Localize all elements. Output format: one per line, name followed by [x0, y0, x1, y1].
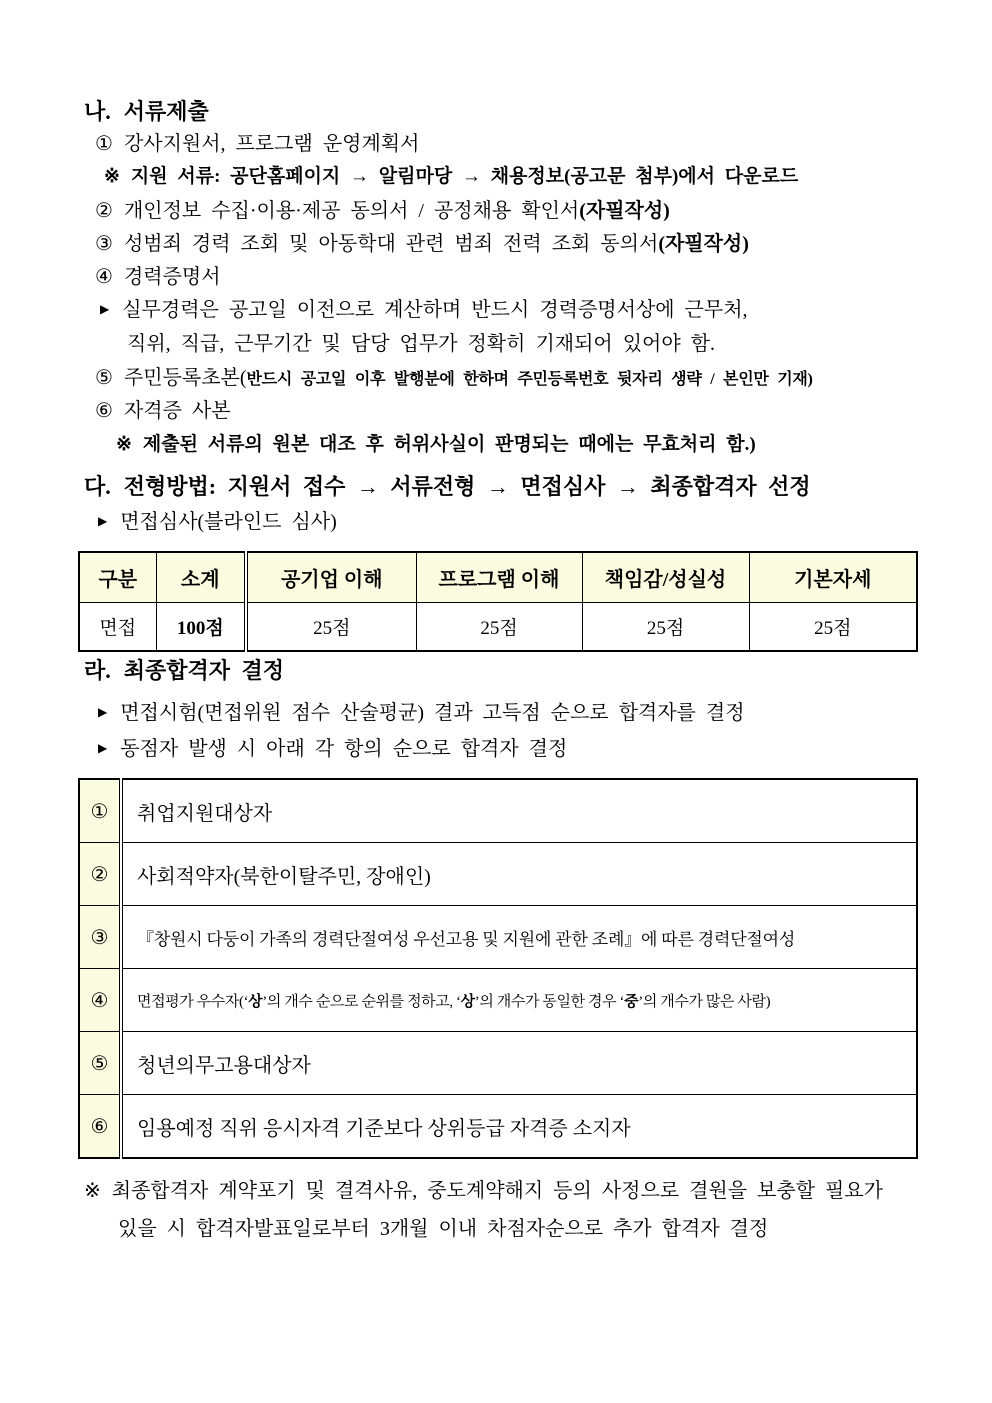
sub-bullet-career-text1: 실무경력은 공고일 이전으로 계산하며 반드시 경력증명서상에 근무처, — [122, 299, 748, 321]
list-item-5 — [95, 366, 813, 390]
list-item-4 — [95, 265, 221, 289]
bullet-interview-score — [98, 701, 745, 725]
list-item-5-bold: 반드시 공고일 이후 발행분에 한하며 주민등록번호 뒷자리 생략 / 본인만 기재) — [246, 371, 813, 388]
footer-note-text1: 최종합격자 계약포기 및 결격사유, 중도계약해지 등의 사정으로 결원을 보충할 필요가 — [111, 1180, 883, 1202]
footer-note-line1 — [84, 1179, 883, 1203]
priority-4-bold2: 상 — [460, 993, 475, 1010]
bullet-blind-review-text: 면접심사(블라인드 심사) — [120, 511, 337, 533]
triangle-bullet-icon: ▶ — [98, 514, 108, 528]
priority-row-6 — [79, 1095, 917, 1159]
cell-public-corp: 25점 — [246, 603, 416, 652]
list-item-3 — [95, 232, 749, 256]
cell-attitude: 25점 — [749, 603, 917, 652]
note-verification-text: 제출된 서류의 원본 대조 후 허위사실이 판명되는 때에는 무효처리 함.) — [142, 434, 756, 455]
circled-4-marker: ④ — [95, 266, 113, 288]
priority-4-number: ④ — [79, 969, 121, 1032]
cell-category: 면접 — [79, 603, 156, 652]
priority-4-seg4: ’의 개수가 많은 사람) — [638, 993, 771, 1010]
priority-5-number: ⑤ — [79, 1032, 121, 1095]
circled-6-marker: ⑥ — [95, 400, 113, 422]
sub-bullet-career-line1 — [100, 298, 748, 322]
priority-1-text: 취업지원대상자 — [121, 779, 917, 843]
priority-row-3 — [79, 906, 917, 969]
priority-4-seg2: ’의 개수 순으로 순위를 정하고, ‘ — [262, 993, 461, 1010]
footer-note-text2: 있을 시 합격자발표일로부터 3개월 이내 차점자순으로 추가 합격자 결정 — [118, 1218, 769, 1240]
section-da-number: 다. — [84, 474, 111, 499]
list-item-2-text: 개인정보 수집·이용·제공 동의서 / 공정채용 확인서 — [123, 200, 580, 222]
list-item-2 — [95, 199, 670, 223]
sub-bullet-career-text2: 직위, 직급, 근무기간 및 담당 업무가 정확히 기재되어 있어야 함. — [127, 333, 715, 355]
interview-score-table — [78, 551, 918, 652]
triangle-bullet-icon: ▶ — [98, 741, 108, 755]
priority-row-1 — [79, 779, 917, 843]
bullet-tiebreak-text: 동점자 발생 시 아래 각 항의 순으로 합격자 결정 — [120, 738, 568, 760]
priority-5-text: 청년의무고용대상자 — [121, 1032, 917, 1095]
cell-program: 25점 — [416, 603, 582, 652]
header-attitude: 기본자세 — [749, 552, 917, 603]
priority-6-number: ⑥ — [79, 1095, 121, 1159]
list-item-1-text: 강사지원서, 프로그램 운영계획서 — [123, 133, 420, 155]
header-program: 프로그램 이해 — [416, 552, 582, 603]
cell-responsibility: 25점 — [582, 603, 749, 652]
note-download — [104, 166, 798, 189]
priority-row-2 — [79, 843, 917, 906]
section-ra-number: 라. — [84, 658, 111, 683]
bullet-interview-score-text: 면접시험(면접위원 점수 산술평균) 결과 고득점 순으로 합격자를 결정 — [120, 702, 745, 724]
list-item-1 — [95, 132, 419, 156]
priority-4-bold1: 상 — [248, 993, 263, 1010]
priority-4-text — [121, 969, 917, 1032]
list-item-2-bold: (자필작성) — [579, 200, 670, 222]
priority-4-seg3: ’의 개수가 동일한 경우 ‘ — [474, 993, 625, 1010]
priority-row-4 — [79, 969, 917, 1032]
priority-6-text: 임용예정 직위 응시자격 기준보다 상위등급 자격증 소지자 — [121, 1095, 917, 1159]
reference-mark-icon: ※ — [84, 1180, 101, 1202]
list-item-4-text: 경력증명서 — [123, 266, 221, 288]
interview-table-data-row — [79, 603, 917, 652]
bullet-blind-review — [98, 510, 337, 534]
priority-4-bold3: 중 — [624, 993, 639, 1010]
priority-row-5 — [79, 1032, 917, 1095]
priority-2-number: ② — [79, 843, 121, 906]
tiebreak-priority-table — [78, 778, 918, 1159]
section-na-number: 나. — [84, 99, 111, 124]
reference-mark-icon: ※ — [104, 166, 120, 187]
circled-1-marker: ① — [95, 133, 113, 155]
section-ra-title: 최종합격자 결정 — [123, 658, 285, 683]
list-item-3-text: 성범죄 경력 조회 및 아동학대 관련 범죄 전력 조회 동의서 — [123, 233, 659, 255]
sub-bullet-career-line2 — [127, 332, 715, 356]
priority-4-seg1: 면접평가 우수자(‘ — [137, 993, 249, 1010]
section-da-heading — [84, 474, 811, 500]
header-category: 구분 — [79, 552, 156, 603]
section-ra-heading — [84, 658, 284, 684]
priority-3-text: 『창원시 다둥이 가족의 경력단절여성 우선고용 및 지원에 관한 조례』에 따른 경력단절여성 — [121, 906, 917, 969]
circled-3-marker: ③ — [95, 233, 113, 255]
footer-note-line2 — [118, 1217, 768, 1241]
priority-2-text: 사회적약자(북한이탈주민, 장애인) — [121, 843, 917, 906]
list-item-6-text: 자격증 사본 — [123, 400, 231, 422]
circled-2-marker: ② — [95, 200, 113, 222]
list-item-3-bold: (자필작성) — [658, 233, 749, 255]
list-item-6 — [95, 399, 231, 423]
triangle-bullet-icon: ▶ — [98, 705, 108, 719]
header-subtotal: 소계 — [156, 552, 246, 603]
header-public-corp: 공기업 이해 — [246, 552, 416, 603]
section-na-title: 서류제출 — [123, 99, 209, 124]
cell-subtotal: 100점 — [156, 603, 246, 652]
section-da-title: 전형방법: 지원서 접수 → 서류전형 → 면접심사 → 최종합격자 선정 — [123, 474, 811, 499]
bullet-tiebreak — [98, 737, 567, 761]
circled-5-marker: ⑤ — [95, 367, 113, 389]
note-download-text: 지원 서류: 공단홈페이지 → 알림마당 → 채용정보(공고문 첨부)에서 다운로드 — [130, 166, 799, 187]
triangle-bullet-icon: ▶ — [100, 302, 110, 316]
section-na-heading — [84, 99, 209, 125]
list-item-5-text: 주민등록초본( — [123, 367, 247, 389]
interview-table-header-row — [79, 552, 917, 603]
header-responsibility: 책임감/성실성 — [582, 552, 749, 603]
reference-mark-icon: ※ — [116, 434, 132, 455]
priority-1-number: ① — [79, 779, 121, 843]
note-verification — [116, 434, 756, 457]
priority-3-number: ③ — [79, 906, 121, 969]
